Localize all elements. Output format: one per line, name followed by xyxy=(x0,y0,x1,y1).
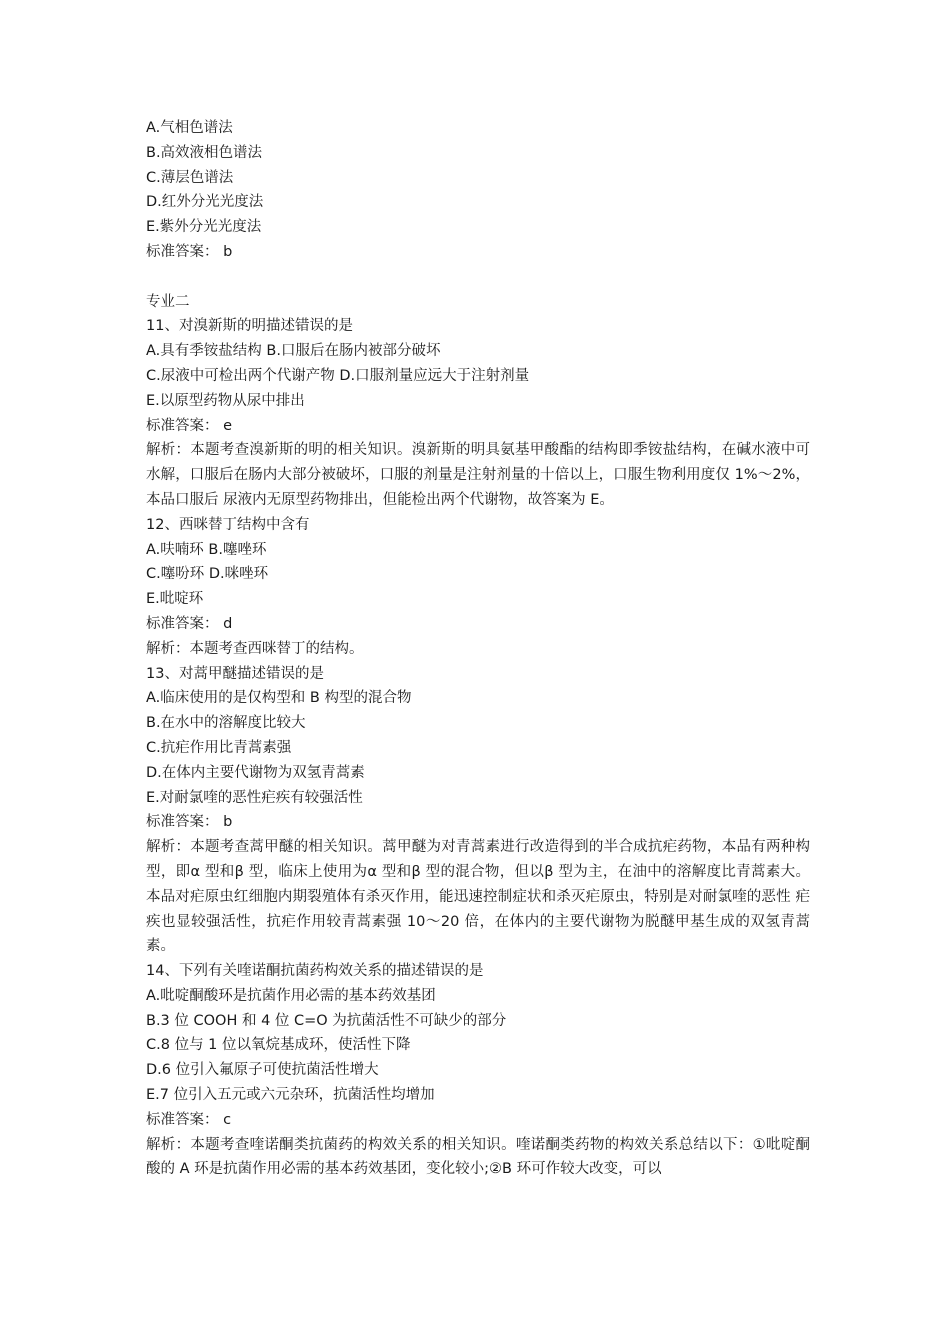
q14-analysis: 解析：本题考查喹诺酮类抗菌药的构效关系的相关知识。喹诺酮类药物的构效关系总结以下：①吡啶酮酸的 A 环是抗菌作用必需的基本药效基团，变化较小;②B 环可作较大改变，可以 xyxy=(146,1136,810,1178)
q10-option-c: C.薄层色谱法 xyxy=(146,169,234,186)
q12-option-line: C.噻吩环 D.咪唑环 xyxy=(146,566,269,583)
q10-option-e: E.紫外分光光度法 xyxy=(146,219,262,236)
q11-answer: 标准答案： e xyxy=(146,417,233,434)
q12-analysis: 解析：本题考查西咪替丁的结构。 xyxy=(146,640,364,657)
q13-analysis: 解析：本题考查蒿甲醚的相关知识。蒿甲醚为对青蒿素进行改造得到的半合成抗疟药物，本品有两种构型，即α 型和β 型，临床上使用为α 型和β 型的混合物，但以β 型为主，在油中的溶解度比青蒿素大。本品对疟原虫红细胞内期裂殖体有杀灭作用，能迅速控制症状和杀灭疟原虫，特别是对耐氯喹的恶性 疟疾也显较强活性，抗疟作用较青蒿素强 10～20 倍，在体内的主要代谢物为脱醚甲基生成的双氢青蒿素。 xyxy=(146,839,810,955)
q11-option-line: C.尿液中可检出两个代谢产物 D.口服剂量应远大于注射剂量 xyxy=(146,367,530,384)
section-title: 专业二 xyxy=(146,293,190,310)
q11-analysis: 解析：本题考查溴新斯的明的相关知识。溴新斯的明具氨基甲酸酯的结构即季铵盐结构，在碱水液中可水解，口服后在肠内大部分被破坏，口服的剂量是注射剂量的十倍以上，口服生物利用度仅 1%～2%，本品口服后 尿液内无原型药物排出，但能检出两个代谢物，故答案为 E。 xyxy=(146,442,810,508)
q10-option-d: D.红外分光光度法 xyxy=(146,194,264,211)
q10-option-b: B.高效液相色谱法 xyxy=(146,144,263,161)
q13-option-line: A.临床使用的是仅构型和 B 构型的混合物 xyxy=(146,690,412,707)
q14-answer: 标准答案： c xyxy=(146,1111,232,1128)
q10-option-a: A.气相色谱法 xyxy=(146,120,233,136)
q11-question: 11、对溴新斯的明描述错误的是 xyxy=(146,318,353,335)
q11-option-line: A.具有季铵盐结构 B.口服后在肠内被部分破坏 xyxy=(146,343,441,360)
q13-answer: 标准答案： b xyxy=(146,814,233,831)
q10-answer: 标准答案： b xyxy=(146,243,233,260)
q14-option-line: D.6 位引入氟原子可使抗菌活性增大 xyxy=(146,1062,379,1079)
q14-option-line: B.3 位 COOH 和 4 位 C=O 为抗菌活性不可缺少的部分 xyxy=(146,1012,507,1029)
q13-option-line: C.抗疟作用比青蒿素强 xyxy=(146,739,292,756)
document-page xyxy=(146,116,810,1182)
q14-question: 14、下列有关喹诺酮抗菌药构效关系的描述错误的是 xyxy=(146,963,484,980)
q13-question: 13、对蒿甲醚描述错误的是 xyxy=(146,665,324,682)
q12-option-line: A.呋喃环 B.噻唑环 xyxy=(146,541,267,558)
q12-answer: 标准答案： d xyxy=(146,615,233,632)
q13-option-line: D.在体内主要代谢物为双氢青蒿素 xyxy=(146,764,365,781)
q12-option-line: E.吡啶环 xyxy=(146,591,204,608)
q13-option-line: E.对耐氯喹的恶性疟疾有较强活性 xyxy=(146,789,363,806)
q12-question: 12、西咪替丁结构中含有 xyxy=(146,516,310,533)
spacer xyxy=(146,265,810,290)
q14-option-line: A.吡啶酮酸环是抗菌作用必需的基本药效基团 xyxy=(146,987,436,1004)
q11-option-line: E.以原型药物从尿中排出 xyxy=(146,392,305,409)
q13-option-line: B.在水中的溶解度比较大 xyxy=(146,715,306,732)
q14-option-line: C.8 位与 1 位以氧烷基成环，使活性下降 xyxy=(146,1037,411,1054)
q14-option-line: E.7 位引入五元或六元杂环，抗菌活性均增加 xyxy=(146,1087,435,1104)
